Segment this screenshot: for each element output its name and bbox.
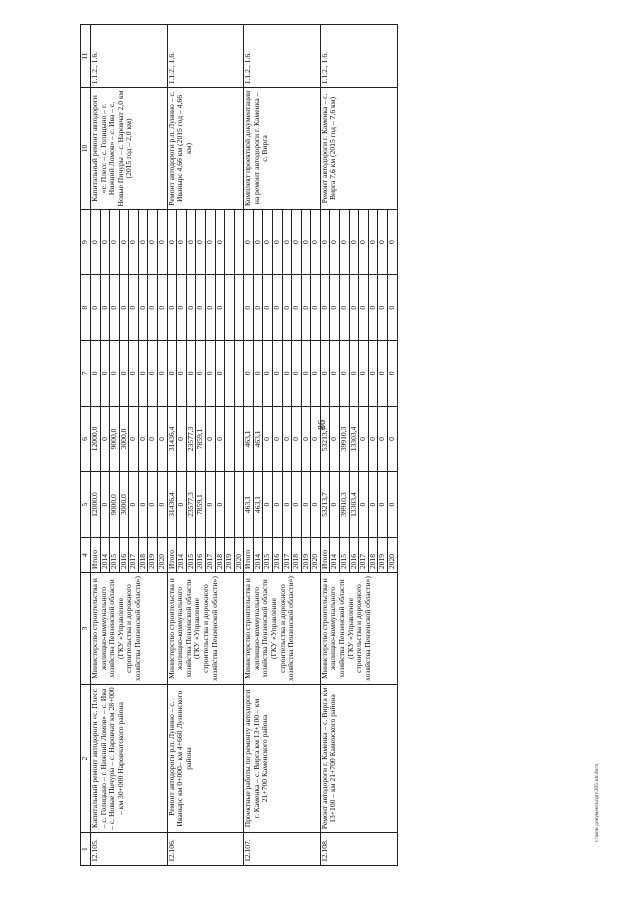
amount-cell: 0 <box>282 472 292 538</box>
amount-cell: 0 <box>292 472 302 538</box>
amount-cell: 0 <box>177 209 187 275</box>
year-cell: 2020 <box>387 537 397 572</box>
amount-cell: 0 <box>148 275 158 341</box>
amount-cell: 0 <box>167 341 177 407</box>
amount-cell: 7859,1 <box>196 406 206 472</box>
year-cell: 2017 <box>282 537 292 572</box>
amount-cell: 0 <box>167 275 177 341</box>
amount-cell: 0 <box>292 406 302 472</box>
amount-cell: 13303,4 <box>349 406 359 472</box>
amount-cell: 0 <box>359 209 369 275</box>
activity-name: Проектные работы по ремонту автодороги г. Каменка – с. Вирга км 13+100 – км 21+700 Каменского района <box>244 684 321 832</box>
amount-cell: 0 <box>129 472 139 538</box>
amount-cell: 0 <box>301 275 311 341</box>
amount-cell: 0 <box>368 275 378 341</box>
amount-cell: 0 <box>282 275 292 341</box>
amount-cell: 0 <box>282 406 292 472</box>
amount-cell: 0 <box>177 341 187 407</box>
amount-cell: 0 <box>311 406 321 472</box>
amount-cell: 31436,4 <box>167 472 177 538</box>
amount-cell: 0 <box>138 341 148 407</box>
amount-cell: 0 <box>378 406 388 472</box>
amount-cell: 0 <box>349 275 359 341</box>
header-cell: 11 <box>81 25 91 88</box>
amount-cell: 0 <box>272 406 282 472</box>
year-cell: Итого <box>167 537 177 572</box>
indicator-refs: 1.1.2., 1.6. <box>91 25 168 88</box>
amount-cell: 463,1 <box>253 472 263 538</box>
amount-cell: 463,1 <box>244 406 254 472</box>
amount-cell: 0 <box>100 341 110 407</box>
amount-cell: 0 <box>349 341 359 407</box>
year-cell: 2014 <box>177 537 187 572</box>
amount-cell: 0 <box>378 209 388 275</box>
amount-cell: 0 <box>387 209 397 275</box>
amount-cell: 39910,3 <box>340 406 350 472</box>
amount-cell <box>225 406 235 472</box>
header-cell: 8 <box>81 275 91 341</box>
header-row <box>81 25 91 866</box>
year-cell: 2016 <box>119 537 129 572</box>
header-cell: 9 <box>81 209 91 275</box>
amount-cell: 3000,0 <box>119 472 129 538</box>
amount-cell: 0 <box>129 341 139 407</box>
year-cell: 2015 <box>340 537 350 572</box>
responsible-org: Министерство строительства и жилищно-коммунального хозяйства Пензенской области (ГКУ «Управление строительства и дорожного хозяйства Пензенской области») <box>167 573 244 685</box>
amount-cell: 0 <box>110 341 120 407</box>
amount-cell: 0 <box>167 209 177 275</box>
header-cell: 1 <box>81 833 91 866</box>
amount-cell: 31436,4 <box>167 406 177 472</box>
amount-cell: 0 <box>340 209 350 275</box>
expected-result: Комплект проектной документации на ремонт автодороги г. Каменка – с. Вирга <box>244 88 321 210</box>
amount-cell: 0 <box>196 341 206 407</box>
amount-cell: 0 <box>91 341 101 407</box>
indicator-refs: 1.1.2., 1.6. <box>320 25 397 88</box>
amount-cell: 0 <box>119 341 129 407</box>
amount-cell: 0 <box>387 275 397 341</box>
amount-cell: 0 <box>282 209 292 275</box>
amount-cell: 0 <box>244 341 254 407</box>
amount-cell: 0 <box>272 275 282 341</box>
amount-cell: 39910,3 <box>340 472 350 538</box>
amount-cell: 0 <box>320 275 330 341</box>
amount-cell: 0 <box>368 472 378 538</box>
header-cell: 10 <box>81 88 91 210</box>
amount-cell: 0 <box>311 209 321 275</box>
amount-cell: 0 <box>196 275 206 341</box>
amount-cell: 0 <box>148 406 158 472</box>
amount-cell: 0 <box>244 275 254 341</box>
responsible-org: Министерство строительства и жилищно-коммунального хозяйства Пензенской области (ГКУ «Управление строительства и дорожного хозяйства Пензенской области») <box>320 573 397 685</box>
year-cell: 2016 <box>349 537 359 572</box>
amount-cell: 0 <box>292 209 302 275</box>
header-cell: 3 <box>81 573 91 685</box>
amount-cell: 0 <box>138 209 148 275</box>
amount-cell: 0 <box>263 209 273 275</box>
amount-cell: 0 <box>263 472 273 538</box>
expected-result: Ремонт автодороги г. Каменка – с. Вирга 7,6 км (2015 год – 7,6 км) <box>320 88 397 210</box>
amount-cell: 0 <box>282 341 292 407</box>
year-cell: Итого <box>320 537 330 572</box>
amount-cell: 23577,3 <box>186 472 196 538</box>
amount-cell: 0 <box>378 275 388 341</box>
row-code: 12.108. <box>320 833 397 866</box>
year-cell: 2017 <box>205 537 215 572</box>
page-number: 86 <box>317 420 328 430</box>
amount-cell: 0 <box>158 472 168 538</box>
year-cell: 2018 <box>368 537 378 572</box>
amount-cell: 0 <box>292 275 302 341</box>
row-code: 12.106. <box>167 833 244 866</box>
header-cell: 4 <box>81 537 91 572</box>
year-cell: Итого <box>91 537 101 572</box>
amount-cell: 0 <box>253 341 263 407</box>
year-cell: 2015 <box>186 537 196 572</box>
amount-cell: 0 <box>253 209 263 275</box>
amount-cell: 0 <box>186 275 196 341</box>
footer-file-path: c:\мои документы\рп\305-пп.docx <box>594 763 600 842</box>
amount-cell: 0 <box>272 209 282 275</box>
year-cell: 2016 <box>272 537 282 572</box>
amount-cell: 0 <box>148 472 158 538</box>
amount-cell: 0 <box>387 341 397 407</box>
amount-cell: 0 <box>215 341 225 407</box>
year-cell: 2015 <box>110 537 120 572</box>
amount-cell: 0 <box>253 275 263 341</box>
amount-cell: 0 <box>148 341 158 407</box>
amount-cell: 0 <box>330 341 340 407</box>
year-cell: 2014 <box>253 537 263 572</box>
amount-cell: 13303,4 <box>349 472 359 538</box>
row-code: 12.107. <box>244 833 321 866</box>
amount-cell: 0 <box>100 472 110 538</box>
amount-cell: 0 <box>378 472 388 538</box>
year-cell: 2015 <box>263 537 273 572</box>
amount-cell: 0 <box>311 472 321 538</box>
amount-cell: 0 <box>330 406 340 472</box>
amount-cell: 53213,7 <box>320 472 330 538</box>
amount-cell: 0 <box>205 406 215 472</box>
amount-cell: 0 <box>301 209 311 275</box>
year-cell: 2018 <box>215 537 225 572</box>
year-cell: 2014 <box>330 537 340 572</box>
row-code: 12.105. <box>91 833 168 866</box>
amount-cell: 0 <box>292 341 302 407</box>
amount-cell: 0 <box>196 209 206 275</box>
amount-cell: 0 <box>378 341 388 407</box>
amount-cell: 3000,0 <box>119 406 129 472</box>
amount-cell: 0 <box>368 209 378 275</box>
amount-cell: 0 <box>91 275 101 341</box>
amount-cell: 0 <box>119 209 129 275</box>
header-cell: 5 <box>81 472 91 538</box>
expected-result: Капитальный ремонт автодороги «с. Плесс – с. Голицыно – г. Нижний Ломов» – с. Ива – с. Новые Пичуры – с. Наровчат 2,0 км (2015 год – 2,0 км) <box>91 88 168 210</box>
amount-cell: 0 <box>148 209 158 275</box>
amount-cell: 0 <box>215 472 225 538</box>
amount-cell: 0 <box>177 275 187 341</box>
amount-cell: 0 <box>119 275 129 341</box>
amount-cell: 0 <box>129 209 139 275</box>
amount-cell: 0 <box>177 472 187 538</box>
amount-cell: 0 <box>368 341 378 407</box>
table-row <box>167 25 177 866</box>
amount-cell: 463,1 <box>253 406 263 472</box>
year-cell: 2019 <box>148 537 158 572</box>
year-cell: 2017 <box>129 537 139 572</box>
amount-cell: 0 <box>158 275 168 341</box>
amount-cell: 0 <box>138 472 148 538</box>
amount-cell: 0 <box>301 341 311 407</box>
amount-cell: 0 <box>311 341 321 407</box>
amount-cell: 0 <box>263 275 273 341</box>
amount-cell: 0 <box>311 275 321 341</box>
year-cell: 2020 <box>311 537 321 572</box>
amount-cell: 0 <box>320 209 330 275</box>
amount-cell: 12000,0 <box>91 472 101 538</box>
amount-cell: 0 <box>100 275 110 341</box>
amount-cell: 0 <box>138 406 148 472</box>
amount-cell: 0 <box>186 341 196 407</box>
expected-result: Ремонт автодороги р.п. Лунино – с. Иванырс 4,66 км (2015 год – 4,66 км) <box>167 88 244 210</box>
amount-cell: 53213,7 <box>320 406 330 472</box>
amount-cell <box>225 209 235 275</box>
amount-cell: 0 <box>100 406 110 472</box>
amount-cell: 463,1 <box>244 472 254 538</box>
amount-cell: 12000,0 <box>91 406 101 472</box>
amount-cell: 0 <box>129 275 139 341</box>
amount-cell: 0 <box>177 406 187 472</box>
year-cell: 2019 <box>301 537 311 572</box>
amount-cell: 0 <box>215 275 225 341</box>
amount-cell: 0 <box>110 275 120 341</box>
program-table-sheet <box>80 24 588 866</box>
program-activities-table <box>80 24 398 866</box>
amount-cell: 0 <box>263 341 273 407</box>
amount-cell: 0 <box>158 209 168 275</box>
year-cell: 2020 <box>158 537 168 572</box>
year-cell: 2020 <box>234 537 244 572</box>
amount-cell: 0 <box>158 406 168 472</box>
amount-cell <box>225 275 235 341</box>
amount-cell: 0 <box>340 341 350 407</box>
activity-name: Капитальный ремонт автодороги «с. Плесс – с. Голицыно – г. Нижний Ломов» – с. Ива – с. Новые Пичуры – с. Наровчат км 28+000 – км 30+000 Наровчатского района <box>91 684 168 832</box>
amount-cell: 0 <box>359 275 369 341</box>
amount-cell: 0 <box>359 406 369 472</box>
year-cell: 2019 <box>225 537 235 572</box>
responsible-org: Министерство строительства и жилищно-коммунального хозяйства Пензенской области (ГКУ «Управление строительства и дорожного хозяйства Пензенской области») <box>91 573 168 685</box>
indicator-refs: 1.1.2., 1.6. <box>244 25 321 88</box>
table-body <box>91 25 398 866</box>
amount-cell: 0 <box>158 341 168 407</box>
amount-cell: 0 <box>330 275 340 341</box>
table-row <box>320 25 330 866</box>
amount-cell: 0 <box>340 275 350 341</box>
amount-cell: 0 <box>205 275 215 341</box>
activity-name: Ремонт автодороги г. Каменка – с. Вирга км 13+100 – км 21+700 Каменского района <box>320 684 397 832</box>
amount-cell: 0 <box>301 472 311 538</box>
amount-cell: 0 <box>138 275 148 341</box>
activity-name: Ремонт автодороги р.п. Лунино – с. Иванырс км 0+000– км 4+660 Лунинского района <box>167 684 244 832</box>
amount-cell: 0 <box>215 209 225 275</box>
amount-cell: 0 <box>387 406 397 472</box>
year-cell: 2018 <box>292 537 302 572</box>
table-row <box>91 25 101 866</box>
year-cell: 2017 <box>359 537 369 572</box>
amount-cell: 0 <box>359 472 369 538</box>
amount-cell: 0 <box>129 406 139 472</box>
indicator-refs: 1.1.2., 1.6. <box>167 25 244 88</box>
year-cell: 2018 <box>138 537 148 572</box>
responsible-org: Министерство строительства и жилищно-коммунального хозяйства Пензенской области (ГКУ «Управление строительства и дорожного хозяйства Пензенской области») <box>244 573 321 685</box>
year-cell: 2014 <box>100 537 110 572</box>
amount-cell: 0 <box>110 209 120 275</box>
header-cell: 6 <box>81 406 91 472</box>
amount-cell <box>225 341 235 407</box>
amount-cell: 0 <box>330 472 340 538</box>
amount-cell: 0 <box>205 209 215 275</box>
amount-cell: 23577,3 <box>186 406 196 472</box>
amount-cell: 0 <box>186 209 196 275</box>
amount-cell: 0 <box>272 472 282 538</box>
amount-cell: 0 <box>330 209 340 275</box>
amount-cell <box>225 472 235 538</box>
year-cell: 2016 <box>196 537 206 572</box>
amount-cell: 0 <box>387 472 397 538</box>
amount-cell: 0 <box>272 341 282 407</box>
year-cell: Итого <box>244 537 254 572</box>
amount-cell: 0 <box>359 341 369 407</box>
amount-cell: 0 <box>244 209 254 275</box>
amount-cell: 0 <box>205 472 215 538</box>
amount-cell: 0 <box>205 341 215 407</box>
header-cell: 7 <box>81 341 91 407</box>
amount-cell: 0 <box>320 341 330 407</box>
year-cell: 2019 <box>378 537 388 572</box>
amount-cell: 0 <box>368 406 378 472</box>
amount-cell: 0 <box>100 209 110 275</box>
amount-cell: 0 <box>91 209 101 275</box>
amount-cell: 0 <box>215 406 225 472</box>
header-cell: 2 <box>81 684 91 832</box>
amount-cell: 7859,1 <box>196 472 206 538</box>
table-row <box>244 25 254 866</box>
amount-cell: 9000,0 <box>110 472 120 538</box>
amount-cell: 9000,0 <box>110 406 120 472</box>
amount-cell: 0 <box>349 209 359 275</box>
amount-cell: 0 <box>263 406 273 472</box>
amount-cell: 0 <box>301 406 311 472</box>
